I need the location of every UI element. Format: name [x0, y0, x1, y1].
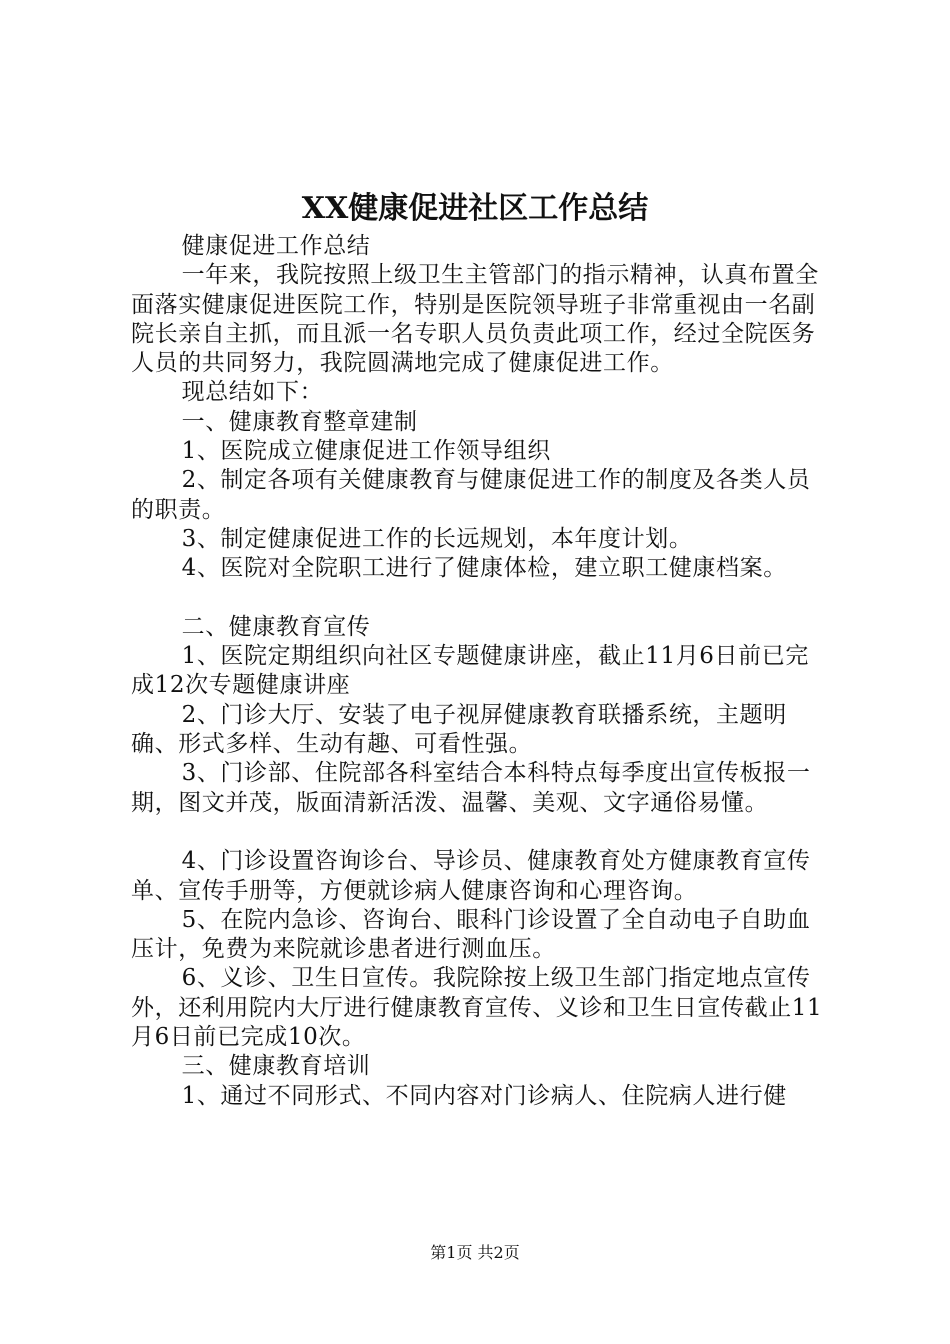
page-footer: 第1页 共2页 — [430, 1243, 520, 1262]
list-item: 6、义诊、卫生日宣传。我院除按上级卫生部门指定地点宣传外，还利用院内大厅进行健康教育宣传、义诊和卫生日宣传截止11月6日前已完成10次。 — [131, 965, 823, 1051]
paragraph-heading: 健康促进工作总结 — [181, 233, 371, 259]
list-item: 2、制定各项有关健康教育与健康促进工作的制度及各类人员的职责。 — [131, 467, 811, 523]
paragraph-intro: 一年来，我院按照上级卫生主管部门的指示精神，认真布置全面落实健康促进医院工作，特别是医院领导班子非常重视由一名副院长亲自主抓，而且派一名专职人员负责此项工作，经过全院医务人员的共同努力，我院圆满地完成了健康促进工作。 — [131, 262, 819, 377]
section-heading-1: 一、健康教育整章建制 — [181, 408, 418, 435]
list-item: 1、医院成立健康促进工作领导组织 — [181, 438, 551, 465]
blank-line — [131, 818, 831, 847]
list-item: 4、门诊设置咨询诊台、导诊员、健康教育处方健康教育宣传单、宣传手册等，方便就诊病人健康咨询和心理咨询。 — [131, 848, 811, 904]
blank-line — [131, 584, 831, 613]
document-body — [131, 232, 831, 1111]
list-item: 4、医院对全院职工进行了健康体检，建立职工健康档案。 — [181, 555, 787, 582]
list-item: 1、通过不同形式、不同内容对门诊病人、住院病人进行健 — [181, 1082, 787, 1109]
list-item: 2、门诊大厅、安装了电子视屏健康教育联播系统，主题明确、形式多样、生动有趣、可看性强。 — [131, 701, 787, 758]
list-item: 3、门诊部、住院部各科室结合本科特点每季度出宣传板报一期，图文并茂，版面清新活泼、温馨、美观、文字通俗易懂。 — [131, 760, 811, 816]
list-item: 5、在院内急诊、咨询台、眼科门诊设置了全自动电子自助血压计，免费为来院就诊患者进行测血压。 — [131, 906, 811, 963]
document-title: XX健康促进社区工作总结 — [301, 191, 649, 226]
section-heading-3: 三、健康教育培训 — [181, 1053, 371, 1080]
list-item: 3、制定健康促进工作的长远规划，本年度计划。 — [181, 525, 693, 552]
section-heading-2: 二、健康教育宣传 — [181, 613, 371, 640]
list-item: 1、医院定期组织向社区专题健康讲座，截止11月6日前已完成12次专题健康讲座 — [131, 643, 809, 699]
paragraph-summary-lead: 现总结如下： — [181, 379, 324, 406]
